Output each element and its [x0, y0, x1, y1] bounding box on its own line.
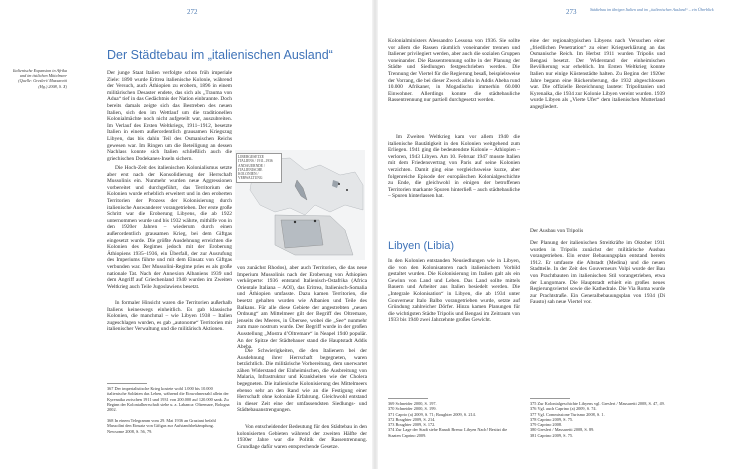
paragraph: Kolonialministers Alessandro Lessona von 1936. Sie sollte vor allem die Rassen räumlich voneinander trennen und Italiener privilegiert werden, aber auch die sozialen Gruppen voneinander. Die Rassentrennung sollte in der Planung der Städte und Siedlungen festgeschrieben werden. Die Trennung der Viertel für die Regierung besaß, beispielsweise der Vorrang, die bei dieser Zweck allein in Addis Abeba rund 10.000 Afrikaner, in Mogadischu immerhin 60.000 Einwohner. Allerdings konnte die städtebauliche Rassentrennung nur partiell durchgesetzt werden.	[388, 38, 520, 104]
paragraph: Von entscheidender Bedeutung für den Städtebau in den kolonisierten Gebieten während der zweiten Hälfte der 1930er Jahre war die Politik der Rassentrennung. Grundlage dafür waren entsprechende Gesetze.	[237, 424, 367, 450]
footnote: 377 Vgl. Commissione Turismo 2008, S. 1.	[530, 411, 605, 417]
map-caption: Italienische Expansion in Afrika und im östlichen Mittelmeer (Quelle: Gresleri/ Massaretti (Hg.) 2008, S. X)	[12, 68, 67, 89]
paragraph: In formaler Hinsicht waren die Territorien außerhalb Italiens keineswegs einheitlich. Es gab klassische Kolonien, die manchmal – wie Libyen 1938 – Italien zugeschlagen wurden, es gab „autonome“ Territorien mit italienischer Verwaltung und die militärisch Aktionen.	[107, 300, 232, 333]
footnote: 374 Zur Lage der Stadt siehe Ranafi Brenu: Libyen Nach! Besitzt die Staaten Caprino 2009.	[388, 427, 508, 438]
footnote: 378 Caprino 2009, S. 75.	[530, 416, 574, 422]
footnote: 372 Boughter 2009, S. 214.	[388, 416, 436, 422]
footnote: 368 In einem Telegramm vom 29. Mai 1936 an Graziani befahl Mussolini den Einsatz von Giftgas zur Aufstandsbekämpfung. Newsome 2008, S. 56, 79.	[107, 418, 216, 434]
footnote: 379 Caprino 2008.	[530, 422, 563, 428]
right-footnotes-right	[530, 398, 665, 438]
footnote: 376 Vgl. auch Caprino (a) 2009, S. 74.	[530, 406, 597, 412]
paragraph: Der junge Staat Italien verfolgte schon früh imperiale Ziele: 1890 wurde Eritrea italienische Kolonie, während der Versuch, auch Äthiopien zu erobern, 1896 in einem militärischen Desaster endete, das sich als „Trauma von Adua“ tief in das Gedächtnis der Nation einbrannte. Doch bereits damals zeigte sich das Bestreben des neuen Italien, sich den im Wettlauf um die traditionellen Kolonialmächte noch nicht aufgeteilt war, auszubreiten. Im Verlauf des Ersten Weltkriegs, 1911–1912, besetzte Italien in einem außerordentlich grausamen Kriegszug Libyen, das bis dahin Teil des Osmanischen Reichs gewesen war. Im Ringen um die Beteiligung an dessen Nachlass konnte sich Italien schließlich auch die griechischen Dodekanes-Inseln sichern.	[107, 70, 232, 162]
paragraph: Im Zweiten Weltkrieg kam vor allem 1940 die italienische Bautätigkeit in den Kolonien weitgehend zum Erliegen. 1941 ging die bedeutendste Kolonie – Äthiopien – verloren, 1943 Libyen. Am 10. Februar 1947 musste Italien mit dem Friedensvertrag von Paris auf seine Kolonien verzichten. Damit ging eine vergleichsweise kurze, aber folgenreiche Episode der europäischen Kolonialgeschichte zu Ende, die gleichwohl in einigen der betroffenen Territorien markante Spuren hinterließ – auch städtebauliche – Spuren hinterlassen hat.	[388, 134, 520, 200]
footnote: 369 Schneider 2000, S. 197.	[388, 401, 437, 406]
right-page-number: 273	[566, 8, 577, 16]
right-column-1-lower	[388, 258, 520, 390]
left-page-number: 272	[187, 8, 198, 16]
paragraph: Der Planung der italienischen Streitkräfte im Oktober 1911 wurden in Tripolis zunächst der militärische Ausbau vorangetrieben. Ein erster Bebauungsplan entstand bereits 1912. Er umfasste die Altstadt (Medina) und die neuen Stadtteile. In der Zeit des Gouverneurs Volpi wurde der Bau von Prachtbauten im italienischen Stil vorangetrieben, etwa der Lungomare. Die Hauptstadt erhielt ein großes neues Regierungsviertel sowie die Kathedrale. Die Via Roma wurde zur Prachtstraße. Ein Generalbebauungsplan von 1934 (Di Fausto) sah neue Viertel vor.	[530, 240, 665, 306]
paragraph: von zunächst Rhodos), aber auch Territorien, die das neue Imperium Mussolinis nach der Eroberung von Äthiopien verkörperte: 1936 entstand Italienisch-Ostafrika (Africa Orientale Italiana – AOI), das Eritrea, Italienisch-Somalia und Äthiopien umfasste. Dazu kamen Territorien, die besetzt gehalten wurden wie Albanien und Teile des Balkans. Für alle diese Gebiete der angestrebten „neuen Ordnung“ am Mittelmeer gilt der Begriff des Oltremare, jenseits des Meeres, in Übersee, wobei die „See“ nunmehr zum mare nostrum wurde. Der Begriff wurde in der großen Ausstellung „Mostra d’Oltremare“ in Neapel 1940 populär. An der Spitze der Städtebauer stand die Hauptstadt Addis Abeba.	[237, 265, 367, 351]
right-column-1	[388, 38, 520, 227]
left-column-2	[237, 265, 367, 451]
paragraph: Die Hoch-Zeit des italienischen Kolonialismus setzte aber erst nach der Konsolidierung der Herrschaft Mussolinis ein. Nunmehr wurden neue Aggressionen vorbereitet und durchgeführt, das Territorium der Kolonien wurde erheblich erweitert und in den eroberten Territorien der Prozess der Kolonisierung durch italienische Auswanderer vorangetrieben. Der erste große Schritt war die Eroberung Libyens, die ab 1922 unternommen wurde und bis 1932 währte, mithilfe von in den 1920er Jahren – wiederum durch einen außerordentlich grausamen Krieg, bei dem Giftgas eingesetzt wurde. Die größte Ausdehnung erreichten die Kolonien des Regimes jedoch mit der Eroberung Äthiopiens 1935–1936, ein Überfall, der zur Ausrufung des Imperiums führte und mit dem Einsatz von Giftgas verbunden war. Der Mussolini-Regime pries es als große nationale Tat. Nach der Annexion Albaniens 1939 und dem Angriff auf Griechenland 1940 wurden im Zweiten Weltkrieg auch Teile Jugoslawiens besetzt.	[107, 165, 232, 290]
left-column-1	[107, 70, 232, 354]
paragraph: Die Schwierigkeiten, die den Italienern bei der Ausdehnung ihrer Herrschaft begegneten, waren beträchtlich. Die militärische Vorbereitung, dem unerwartet zähen Widerstand der Einheimischen, die Ausbreitung von Malaria, Infrastruktur und Krankheiten wie der Cholera begegneten. Die italienische Kolonisierung des Mittelmeers ebenso sehr an den Rand wie an die Festigung einer Herrschaft ohne koloniale Erfahrung. Gleichwohl entstand in dieser Zeit eine der umfassendsten Siedlungs- und Städtebauanstrengungen.	[237, 348, 367, 414]
paragraph: eine der regionaltypischen Libyens nach Versuchen einer „friedlichen Penetration“ zu einer Kriegserklärung an das Osmanische Reich. Im Herbst 1911 wurden Tripolis und Bengasi besetzt. Der Widerstand der einheimischen Bevölkerung war erheblich. Im Ersten Weltkrieg konnte Italien nur einige Küstenstädte halten. Zu Beginn der 1920er Jahre begann eine Rückeroberung, die 1932 abgeschlossen war. Die offizielle Bezeichnung lautete: Tripolitanien und Kyrenaika, die 1934 zur Kolonie Libyen vereint wurden. 1939 wurde Libyen als „Vierte Ufer“ dem italienischen Mutterland angegliedert.	[530, 38, 665, 110]
right-column-2	[530, 38, 665, 210]
footnote: 375 Zur Kolonialgeschichte Libyens vgl. Gresleri / Massaretti 2008, S. 47, 49.	[530, 401, 665, 406]
footnote: 381 Caprino 2009, S. 75.	[530, 432, 574, 438]
footnote: 373 Boughter 2009, S. 172.	[388, 422, 436, 428]
chapter-title: Der Städtebau im „italienischen Ausland“	[107, 48, 333, 62]
right-column-2-lower	[530, 240, 665, 390]
footnote: 367 Der imperialistische Krieg kostete wohl 1.000 bis 10.000 italienische Soldaten das Leben, während die Einwohnerzahl allein der Kyrenaika zwischen 1911 und 1931 von 200.000 auf 120.000 sank. Zu Beginn der Kolonialherrschaft siehe u. a. Labanca: Oltremare, Bologna 2002.	[107, 386, 230, 413]
section-heading-tripolis: Der Ausbau von Tripolis	[530, 228, 584, 234]
paragraph: In den Kolonien entstanden Neusiedlungen wie in Libyen, die von den Kolonisatoren nach italienischem Vorbild gestaltet wurden. Die Kolonisierung im Italien galt als ein Gewinn von Land und Leben. Das Land sollte mittels Bauern und Arbeiter aus Italien besiedelt werden. Die „Integrale Kolonisation“ in Libyen, die ab 1934 unter Gouverneur Italo Balbo vorangetrieben wurde, setzte auf Gründung zahlreicher Dörfer. Hinzu kamen Planungen für die wichtigsten Städte Tripolis und Bengasi im Zeitraum von 1933 bis 1940 zwei Jahrzehnte großes Gewicht.	[388, 258, 520, 324]
book-gutter	[372, 0, 378, 469]
footnote: 380 Gresleri / Massaretti 2008, S. 89.	[530, 427, 595, 433]
running-head: Städtebau im übrigen Italien und im „italienischen Ausland“ – ein Überblick	[590, 7, 714, 12]
left-footnotes	[107, 383, 232, 444]
footnote: 371 Caprio (a) 2009, S. 71; Boughter 2009, S. 214.	[388, 411, 476, 417]
section-heading-libyen: Libyen (Libia)	[388, 240, 455, 252]
right-footnotes-left	[388, 398, 520, 439]
footnote: 370 Schneider 2000, S. 199.	[388, 406, 437, 412]
map-legend: LIBERGESETZE ITALIENS / 1911–1936 ANDAUERNDE / ITALIENISCHE KOLONIEN / VERWALTUNG	[236, 153, 282, 183]
